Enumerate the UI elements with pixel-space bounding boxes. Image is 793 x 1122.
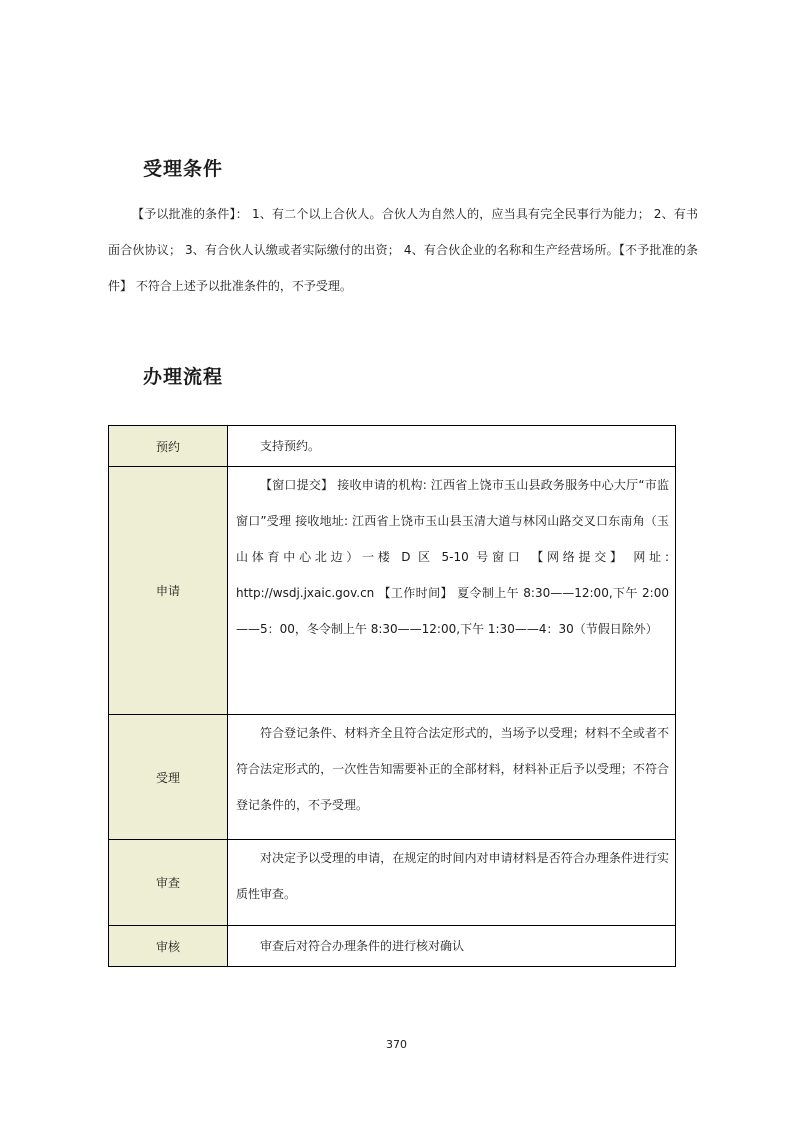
table-row: [109, 467, 676, 715]
step-name-cell: 审查: [109, 840, 228, 926]
step-desc-cell: [228, 426, 676, 467]
step-desc-cell: [228, 840, 676, 926]
step-name-cell: 申请: [109, 467, 228, 715]
step-desc-cell: [228, 715, 676, 840]
step-desc-text: 【窗口提交】 接收申请的机构: 江西省上饶市玉山县政务服务中心大厅“市监窗口”受理 接收地址: 江西省上饶市玉山县玉清大道与林冈山路交叉口东南角（玉山体育中心北边）一楼 D 区 5-10 号窗口 【网络提交】 网址: http://wsdj.jxaic.gov.cn 【工作时间】 夏令制上午 8:30——12:00,下午 2:00——5：00，冬令制上午 8:30——12:00,下午 1:30——4：30（节假日除外）: [236, 478, 669, 636]
step-name-cell: 预约: [109, 426, 228, 467]
step-desc-cell: [228, 926, 676, 967]
page-number: 370: [386, 1038, 407, 1051]
table-row: [109, 840, 676, 926]
process-heading: 办理流程: [143, 366, 224, 388]
step-desc-cell: [228, 467, 676, 715]
table-row: [109, 426, 676, 467]
conditions-paragraph: 【予以批准的条件】： 1、有二个以上合伙人。合伙人为自然人的，应当具有完全民事行为能力； 2、有书面合伙协议； 3、有合伙人认缴或者实际缴付的出资； 4、有合伙企业的名称和生产经营场所。【不予批准的条件】 不符合上述予以批准条件的，不予受理。: [108, 207, 698, 293]
step-desc-text: 符合登记条件、材料齐全且符合法定形式的，当场予以受理；材料不全或者不符合法定形式的，一次性告知需要补正的全部材料，材料补正后予以受理；不符合登记条件的，不予受理。: [236, 726, 669, 812]
table-row: [109, 926, 676, 967]
step-desc-text: 审查后对符合办理条件的进行核对确认: [260, 939, 465, 953]
table-row: [109, 715, 676, 840]
step-name-cell: 受理: [109, 715, 228, 840]
process-table: [108, 425, 676, 967]
conditions-heading: 受理条件: [143, 158, 224, 180]
step-desc-text: 对决定予以受理的申请，在规定的时间内对申请材料是否符合办理条件进行实质性审查。: [236, 851, 669, 901]
step-name-cell: 审核: [109, 926, 228, 967]
step-desc-text: 支持预约。: [260, 439, 321, 453]
